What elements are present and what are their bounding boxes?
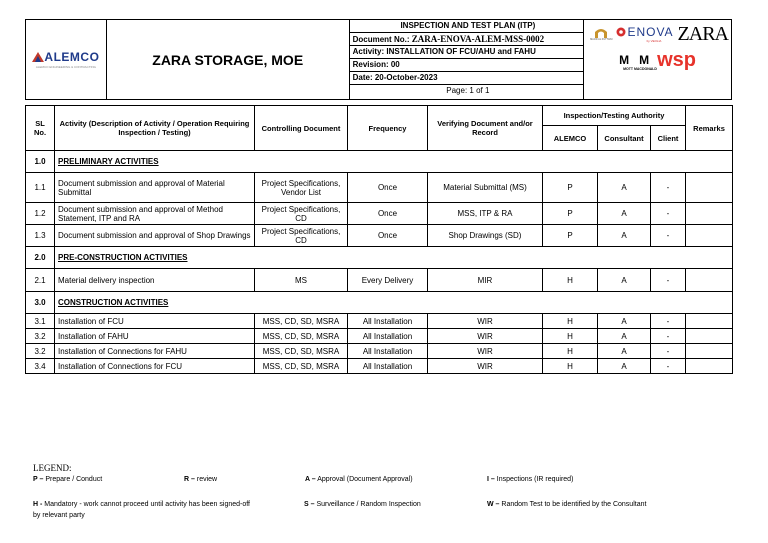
row-frequency: All Installation [348,359,428,374]
row-activity: Installation of Connections for FCU [55,359,255,374]
row-remarks [686,359,733,374]
section-number: 1.0 [26,151,55,173]
row-remarks [686,173,733,203]
section-title: PRELIMINARY ACTIVITIES [58,157,159,166]
client-logos-cell [584,20,732,100]
table-header-row-1 [26,106,733,126]
doc-number-value: ZARA-ENOVA-ALEM-MSS-0002 [411,34,545,44]
row-number: 3.4 [26,359,55,374]
enova-circle-icon [616,27,626,37]
col-sl: SL No. [26,106,55,151]
table-row [26,203,733,225]
section-title-cell [55,292,733,314]
section-title-cell [55,247,733,269]
itp-table [25,105,733,374]
row-verifying-document: MSS, ITP & RA [428,203,543,225]
row-alemco: P [543,173,598,203]
col-controlling-document: Controlling Document [255,106,348,151]
revision-line: Revision: 00 [350,59,583,72]
row-controlling-document: MSS, CD, SD, MSRA [255,329,348,344]
alemco-logo-cell [26,20,107,100]
row-activity: Document submission and approval of Material Submittal [55,173,255,203]
doc-number-label: Document No.: [352,35,410,44]
wsp-logo: wsp [657,48,696,71]
row-client: - [651,329,686,344]
row-controlling-document: MSS, CD, SD, MSRA [255,359,348,374]
row-activity: Installation of FAHU [55,329,255,344]
date-line: Date: 20-October-2023 [350,72,583,85]
row-remarks [686,314,733,329]
legend-h-cont: by relevant party [33,512,85,519]
row-activity: Document submission and approval of Shop Drawings [55,225,255,247]
row-consultant: A [598,344,651,359]
col-client: Client [651,126,686,151]
row-frequency: All Installation [348,329,428,344]
section-row [26,151,733,173]
row-number: 2.1 [26,269,55,292]
row-verifying-document: Shop Drawings (SD) [428,225,543,247]
row-client: - [651,173,686,203]
alemco-logo [26,50,106,69]
row-activity: Document submission and approval of Method Statement, ITP and RA [55,203,255,225]
legend-s: S – Surveillance / Random Inspection [304,501,421,508]
row-remarks [686,344,733,359]
section-row [26,247,733,269]
row-number: 1.3 [26,225,55,247]
row-frequency: All Installation [348,314,428,329]
col-alemco: ALEMCO [543,126,598,151]
majid-logo: MAJID AL FUTTAIM [590,28,612,41]
table-row [26,173,733,203]
row-consultant: A [598,359,651,374]
zara-logo: ZARA [677,23,728,45]
legend-i: I – Inspections (IR required) [487,476,574,483]
row-verifying-document: Material Submittal (MS) [428,173,543,203]
row-alemco: P [543,225,598,247]
row-alemco: H [543,359,598,374]
row-verifying-document: MIR [428,269,543,292]
section-row [26,292,733,314]
row-number: 3.2 [26,329,55,344]
section-title: PRE-CONSTRUCTION ACTIVITIES [58,253,188,262]
row-controlling-document: MS [255,269,348,292]
row-consultant: A [598,203,651,225]
row-alemco: P [543,203,598,225]
row-client: - [651,344,686,359]
legend-r: R – review [184,476,218,483]
section-number: 2.0 [26,247,55,269]
row-activity: Installation of Connections for FAHU [55,344,255,359]
row-remarks [686,225,733,247]
legend-a: A – Approval (Document Approval) [305,476,413,483]
row-frequency: Every Delivery [348,269,428,292]
row-alemco: H [543,344,598,359]
row-alemco: H [543,329,598,344]
doc-title: INSPECTION AND TEST PLAN (ITP) [350,20,583,33]
row-remarks [686,329,733,344]
row-consultant: A [598,329,651,344]
row-consultant: A [598,225,651,247]
row-number: 1.2 [26,203,55,225]
row-consultant: A [598,269,651,292]
row-number: 1.1 [26,173,55,203]
doc-number-line [350,33,583,46]
row-activity: Installation of FCU [55,314,255,329]
legend-p: P – Prepare / Conduct [33,476,103,483]
row-consultant: A [598,314,651,329]
mott-macdonald-logo: M M MOTT MACDONALD [619,53,657,71]
enova-logo: ENOVA by VEOLIA [616,25,673,43]
legend-w: W – Random Test to be identified by the Consultant [487,501,647,508]
alemco-logo-text: ALEMCO [44,50,100,64]
row-number: 3.2 [26,344,55,359]
row-client: - [651,359,686,374]
row-activity: Material delivery inspection [55,269,255,292]
row-number: 3.1 [26,314,55,329]
row-client: - [651,203,686,225]
table-body [26,151,733,374]
table-row [26,359,733,374]
col-frequency: Frequency [348,106,428,151]
row-frequency: Once [348,173,428,203]
row-frequency: Once [348,225,428,247]
majid-arch-icon [594,28,608,38]
row-client: - [651,225,686,247]
col-verifying-document: Verifying Document and/or Record [428,106,543,151]
project-title: ZARA STORAGE, MOE [152,51,304,68]
col-authority-group: Inspection/Testing Authority [543,106,686,126]
row-verifying-document: WIR [428,329,543,344]
table-row [26,269,733,292]
section-number: 3.0 [26,292,55,314]
row-alemco: H [543,314,598,329]
activity-line: Activity: INSTALLATION OF FCU/AHU and FAHU [350,46,583,59]
table-row [26,344,733,359]
section-title: CONSTRUCTION ACTIVITIES [58,298,169,307]
row-consultant: A [598,173,651,203]
row-controlling-document: MSS, CD, SD, MSRA [255,314,348,329]
col-consultant: Consultant [598,126,651,151]
project-title-cell [106,20,349,100]
row-frequency: Once [348,203,428,225]
row-controlling-document: Project Specifications, CD [255,203,348,225]
table-row [26,225,733,247]
row-verifying-document: WIR [428,359,543,374]
row-remarks [686,203,733,225]
col-remarks: Remarks [686,106,733,151]
page-number: Page: 1 of 1 [446,86,490,95]
col-activity: Activity (Description of Activity / Operation Requiring Inspection / Testing) [55,106,255,151]
legend-h: H - Mandatory - work cannot proceed until activity has been signed-off [33,501,251,508]
legend-title: LEGEND: [33,463,72,473]
row-client: - [651,314,686,329]
section-title-cell [55,151,733,173]
table-row [26,314,733,329]
row-verifying-document: WIR [428,314,543,329]
alemco-mark-icon [32,52,44,62]
row-client: - [651,269,686,292]
row-controlling-document: Project Specifications, Vendor List [255,173,348,203]
table-row [26,329,733,344]
row-controlling-document: MSS, CD, SD, MSRA [255,344,348,359]
row-verifying-document: WIR [428,344,543,359]
row-remarks [686,269,733,292]
alemco-logo-subtitle: ALEMCO ENGINEERING & CONTRACTING [35,65,96,69]
doc-info-cell [349,20,583,100]
row-alemco: H [543,269,598,292]
row-controlling-document: Project Specifications, CD [255,225,348,247]
row-frequency: All Installation [348,344,428,359]
header-table [25,19,732,100]
